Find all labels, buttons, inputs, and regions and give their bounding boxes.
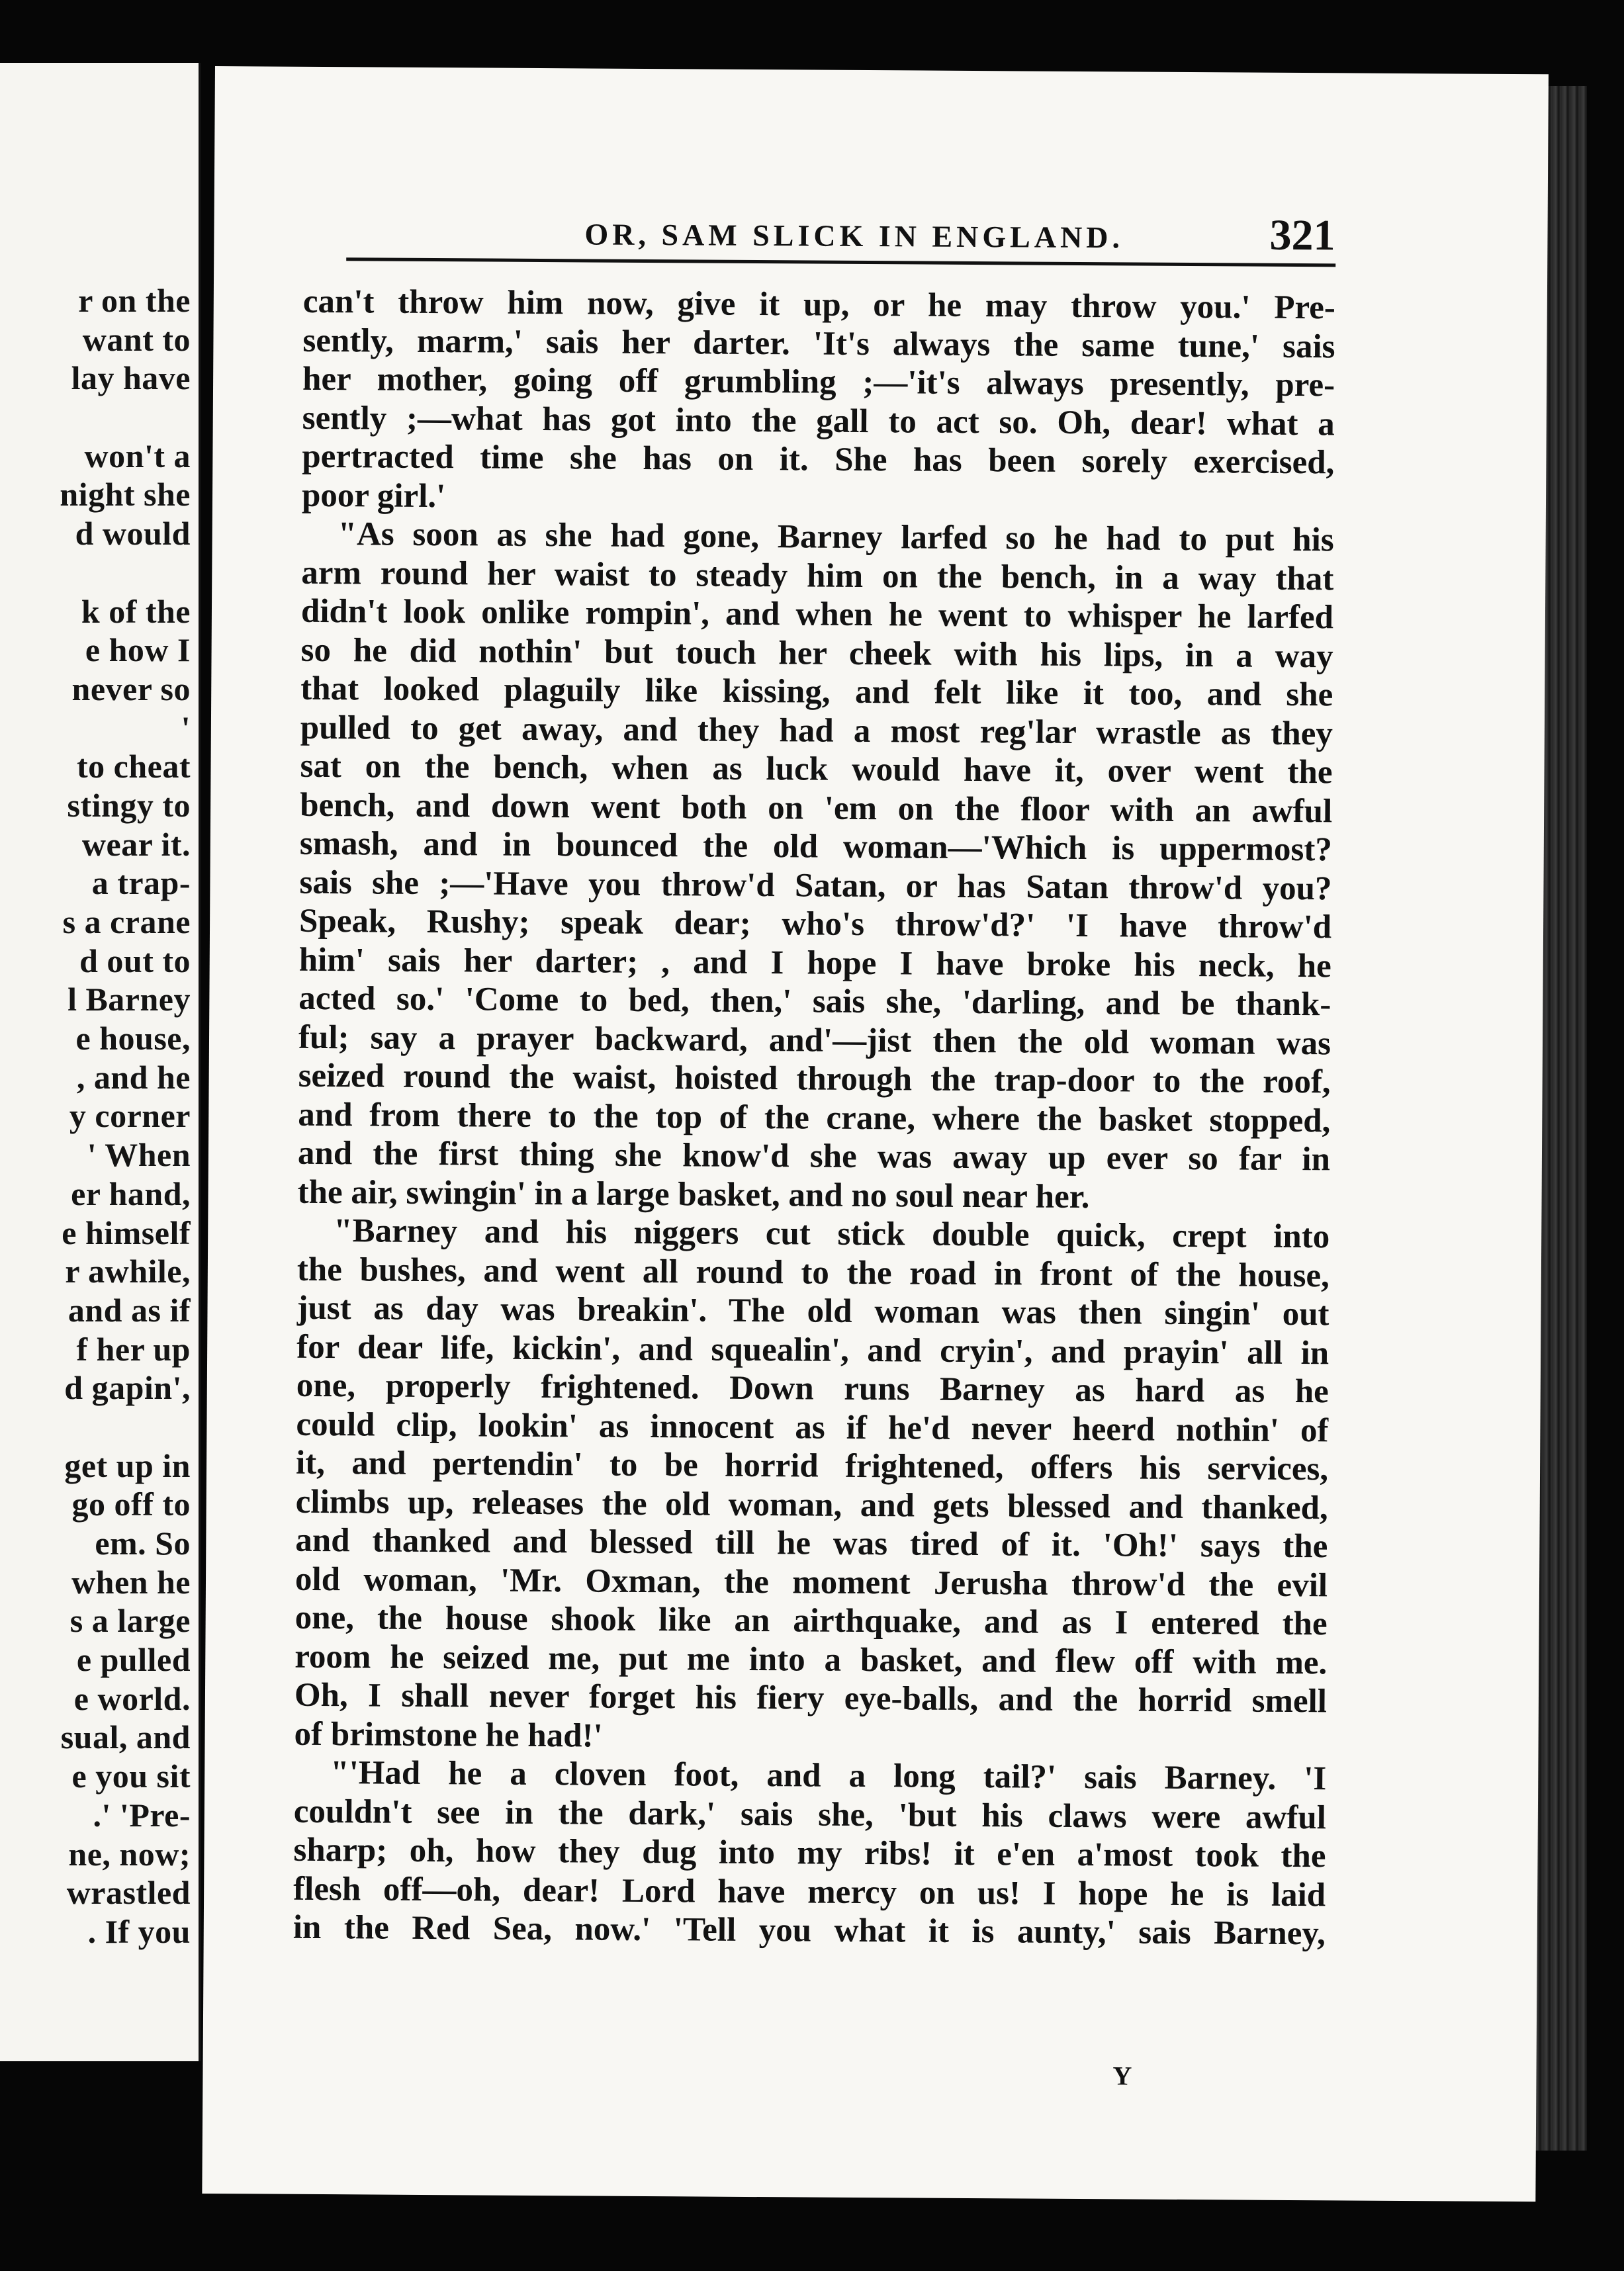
- facing-text-line: f her up: [76, 1330, 191, 1368]
- text-line: that looked plaguily like kissing, and felt like it too, and she: [300, 670, 1333, 714]
- text-line: sharp; oh, how they dug into my ribs! it e'en a'most took the: [293, 1831, 1326, 1875]
- facing-text-line: k of the: [81, 592, 191, 630]
- text-line: of brimstone he had!': [294, 1715, 603, 1755]
- facing-text-line: e himself: [62, 1214, 191, 1251]
- text-line: smash, and in bounced the old woman—'Which is uppermost?: [299, 824, 1332, 869]
- facing-text-line: to cheat: [77, 748, 191, 785]
- facing-text-line: lay have: [71, 359, 191, 397]
- text-line: bench, and down went both on 'em on the floor with an awful: [300, 786, 1333, 830]
- facing-text-line: d gapin',: [64, 1369, 191, 1407]
- facing-text-line: [0, 1407, 199, 1447]
- facing-text-line: r on the: [78, 282, 191, 319]
- facing-text-line: wrastled: [66, 1874, 191, 1912]
- facing-text-line: e how I: [85, 631, 191, 669]
- facing-text-line: ' When: [87, 1136, 191, 1174]
- text-line: ful; say a prayer backward, and'—jist then the old woman was: [298, 1018, 1331, 1062]
- text-line: and thanked and blessed till he was tired of it. 'Oh!' says the: [295, 1521, 1328, 1566]
- text-line: arm round her waist to steady him on the bench, in a way that: [301, 554, 1334, 598]
- facing-text-line: want to: [82, 320, 191, 358]
- facing-text-line: s a crane: [62, 903, 191, 940]
- facing-text-line: r awhile,: [65, 1253, 191, 1290]
- facing-text-line: [0, 553, 199, 592]
- facing-text-line: sual, and: [60, 1718, 191, 1756]
- text-line: seized round the waist, hoisted through the trap-door to the roof,: [298, 1057, 1331, 1101]
- text-line: can't throw him now, give it up, or he may throw you.' Pre-: [302, 283, 1335, 327]
- text-line: pulled to get away, and they had a most reg'lar wrastle as they: [300, 709, 1333, 752]
- text-line: acted so.' 'Come to bed, then,' sais she, 'darling, and be thank-: [298, 979, 1331, 1024]
- signature-mark: Y: [1112, 2061, 1132, 2091]
- facing-text-line: [0, 398, 199, 437]
- text-line: could clip, lookin' as innocent as if he'd never heerd nothin' of: [296, 1405, 1329, 1449]
- text-line: one, properly frightened. Down runs Barney as hard as he: [296, 1366, 1329, 1411]
- text-line: him' sais her darter; , and I hope I have broke his neck, he: [298, 941, 1331, 985]
- facing-text-line: e world.: [73, 1679, 191, 1717]
- page-body-text: [293, 283, 1335, 1953]
- text-line: and from there to the top of the crane, where the basket stopped,: [298, 1096, 1331, 1139]
- text-line: "Barney and his niggers cut stick double quick, crept into: [334, 1212, 1330, 1256]
- text-line: Oh, I shall never forget his fiery eye-balls, and the horrid smell: [294, 1676, 1328, 1720]
- text-line: old woman, 'Mr. Oxman, the moment Jerusha throw'd the evil: [294, 1560, 1328, 1604]
- facing-text-line: won't a: [84, 437, 191, 474]
- facing-text-line: d would: [75, 515, 191, 553]
- facing-text-line: ': [181, 709, 191, 746]
- text-line: sently ;—what has got into the gall to act so. Oh, dear! what a: [302, 399, 1335, 443]
- facing-text-line: er hand,: [71, 1175, 191, 1212]
- facing-text-line: get up in: [64, 1447, 191, 1484]
- facing-text-line: night she: [60, 476, 191, 513]
- text-line: and the first thing she know'd she was away up ever so far in: [297, 1134, 1331, 1179]
- text-line: didn't look onlike rompin', and when he went to whisper he larfed: [300, 592, 1334, 637]
- facing-text-line: y corner: [69, 1097, 191, 1135]
- text-line: sently, marm,' sais her darter. 'It's always the same tune,' sais: [302, 322, 1335, 365]
- facing-text-line: e house,: [75, 1020, 191, 1057]
- text-line: "'Had he a cloven foot, and a long tail?' sais Barney. 'I: [330, 1754, 1327, 1798]
- text-line: sais she ;—'Have you throw'd Satan, or has Satan throw'd you?: [299, 864, 1332, 907]
- text-line: poor girl.': [301, 476, 446, 515]
- facing-text-line: .' 'Pre-: [93, 1796, 191, 1834]
- facing-text-line: l Barney: [68, 981, 191, 1018]
- text-line: couldn't see in the dark,' sais she, 'but his claws were awful: [293, 1793, 1327, 1836]
- text-line: in the Red Sea, now.' 'Tell you what it is aunty,' sais Barney,: [293, 1908, 1326, 1953]
- facing-text-line: and as if: [68, 1291, 191, 1329]
- text-line: just as day was breakin'. The old woman was then singin' out: [296, 1289, 1330, 1333]
- facing-text-line: a trap-: [91, 864, 191, 902]
- facing-text-line: em. So: [95, 1525, 191, 1562]
- text-line: the bushes, and went all round to the road in front of the house,: [296, 1251, 1330, 1294]
- facing-text-line: , and he: [76, 1058, 191, 1096]
- text-line: it, and pertendin' to be horrid frightened, offers his services,: [295, 1444, 1329, 1488]
- facing-text-line: ne, now;: [68, 1835, 191, 1873]
- facing-text-line: s a large: [69, 1602, 191, 1640]
- facing-page-text: [0, 281, 199, 1951]
- facing-text-line: stingy to: [67, 786, 191, 824]
- facing-text-line: e pulled: [76, 1641, 191, 1679]
- page-number: 321: [1269, 210, 1335, 260]
- text-line: Speak, Rushy; speak dear; who's throw'd?' 'I have throw'd: [298, 902, 1332, 946]
- text-line: room he seized me, put me into a basket, and flew off with me.: [294, 1638, 1328, 1681]
- book-page: [202, 66, 1549, 2202]
- text-line: the air, swingin' in a large basket, and no soul near her.: [297, 1173, 1090, 1216]
- text-line: her mother, going off grumbling ;—'it's always presently, pre-: [302, 360, 1335, 404]
- text-line: flesh off—oh, dear! Lord have mercy on us! I hope he is laid: [293, 1870, 1326, 1914]
- text-line: sat on the bench, when as luck would have it, over went the: [300, 747, 1333, 791]
- running-head: OR, SAM SLICK IN ENGLAND.: [584, 217, 1124, 255]
- text-line: for dear life, kickin', and squealin', and cryin', and prayin' all in: [296, 1328, 1330, 1372]
- facing-text-line: . If you: [87, 1912, 191, 1950]
- text-line: pertracted time she has on it. She has been sorely exercised,: [302, 437, 1335, 482]
- facing-text-line: go off to: [71, 1486, 191, 1523]
- facing-text-line: never so: [71, 670, 191, 707]
- facing-text-line: when he: [71, 1563, 191, 1601]
- text-line: so he did nothin' but touch her cheek with his lips, in a way: [300, 631, 1333, 675]
- text-line: "As soon as she had gone, Barney larfed so he had to put his: [338, 515, 1334, 559]
- facing-page-fragment: [0, 63, 201, 2061]
- facing-text-line: e you sit: [71, 1758, 191, 1795]
- text-line: climbs up, releases the old woman, and gets blessed and thanked,: [295, 1483, 1328, 1527]
- facing-text-line: d out to: [79, 942, 191, 979]
- text-line: one, the house shook like an airthquake, and as I entered the: [294, 1599, 1328, 1643]
- facing-text-line: wear it.: [81, 825, 191, 863]
